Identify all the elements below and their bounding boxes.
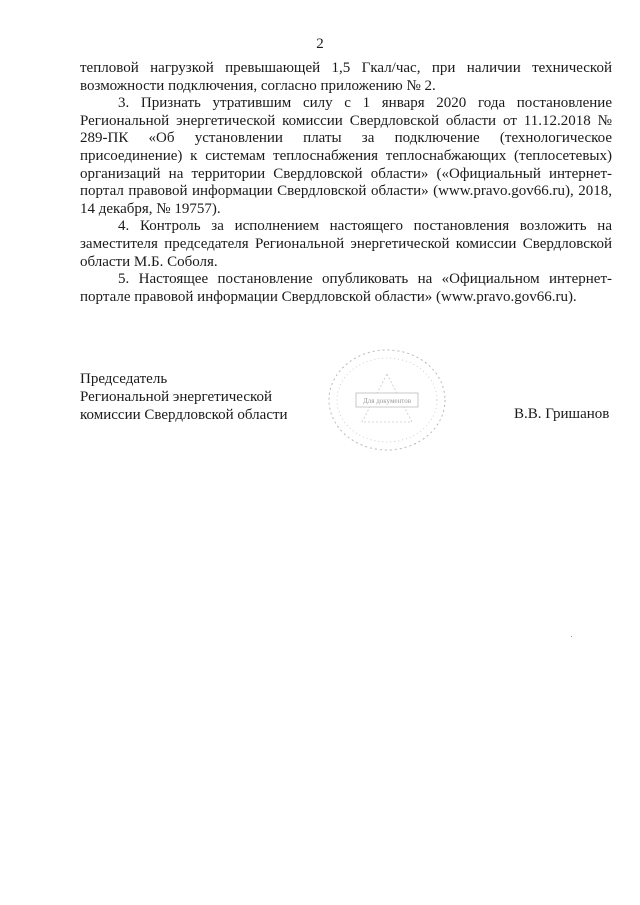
paragraph-item-3: 3. Признать утратившим силу с 1 января 2020 года постановление Региональной энергетической комиссии Свердловской области от 11.12.2018 № 289-ПК «Об установлении платы за подключение (технологическое присоединение) к системам теплоснабжения теплоснабжающих (теплосетевых) организаций на территории Свердловской области» («Официальный интернет-портал правовой информации Свердловской области» (www.pravo.gov66.ru), 2018, 14 декабря, № 19757).	[80, 95, 612, 217]
page-number: 2	[316, 36, 324, 52]
signatory-title	[80, 370, 288, 424]
official-seal-stamp	[320, 344, 454, 456]
signatory-title-line: комиссии Свердловской области	[80, 407, 288, 423]
paragraph-continuation: тепловой нагрузкой превышающей 1,5 Гкал/час, при наличии технической возможности подключения, согласно приложению № 2.	[80, 60, 612, 94]
paragraph-item-5: 5. Настоящее постановление опубликовать на «Официальном интернет-портале правовой информации Свердловской области» (www.pravo.gov66.ru).	[80, 271, 612, 305]
document-body	[80, 60, 612, 306]
signatory-name: В.В. Гришанов	[514, 406, 610, 422]
seal-text: Для документов	[362, 397, 412, 405]
scan-speck	[571, 636, 572, 637]
signatory-title-line: Председатель	[80, 371, 168, 387]
signatory-title-line: Региональной энергетической	[80, 389, 273, 405]
paragraph-item-4: 4. Контроль за исполнением настоящего постановления возложить на заместителя председателя Региональной энергетической комиссии Свердловской области М.Б. Соболя.	[80, 218, 612, 270]
